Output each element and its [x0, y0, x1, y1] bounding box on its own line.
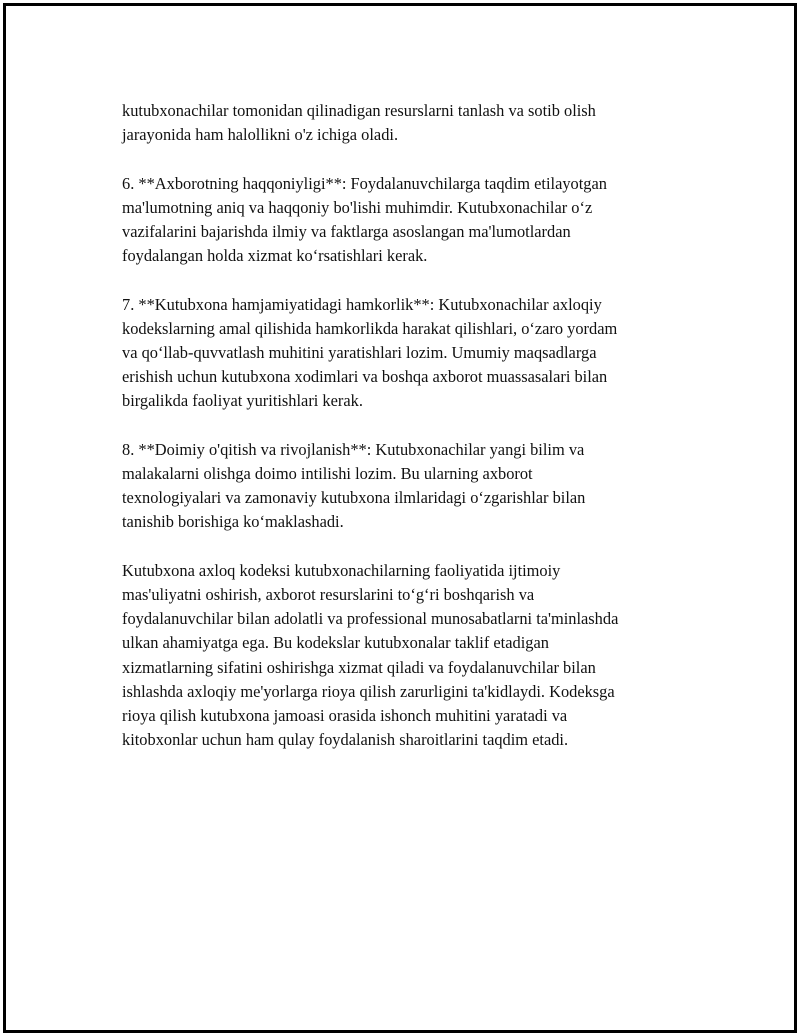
text-line: 6. **Axborotning haqqoniyligi**: Foydalanuvchilarga taqdim etilayotgan [122, 173, 607, 193]
document-page [3, 3, 797, 1033]
text-line: vazifalarini bajarishda ilmiy va faktlarga asoslangan ma'lumotlardan [122, 222, 571, 241]
paragraph-item-8 [122, 438, 702, 535]
text-line: texnologiyalari va zamonaviy kutubxona ilmlaridagi o‘zgarishlar bilan [122, 488, 586, 508]
paragraph-conclusion [122, 559, 702, 753]
text-line: kodekslarning amal qilishida hamkorlikda harakat qilishlari, o‘zaro yordam [122, 318, 618, 338]
text-line: erishish uchun kutubxona xodimlari va boshqa axborot muassasalari bilan [122, 367, 608, 387]
text-line: Kutubxona axloq kodeksi kutubxonachilarning faoliyatida ijtimoiy [122, 560, 561, 580]
text-line: foydalanuvchilar bilan adolatli va professional munosabatlarni ta'minlashda [122, 609, 619, 629]
text-line: rioya qilish kutubxona jamoasi orasida ishonch muhitini yaratadi va [122, 706, 568, 726]
text-line: ulkan ahamiyatga ega. Bu kodekslar kutubxonalar taklif etadigan [122, 633, 549, 653]
text-line: foydalangan holda xizmat ko‘rsatishlari kerak. [122, 246, 428, 266]
text-line: xizmatlarning sifatini oshirishga xizmat qiladi va foydalanuvchilar bilan [122, 657, 596, 677]
text-line: mas'uliyatni oshirish, axborot resurslarini to‘g‘ri boshqarish va [122, 585, 535, 604]
text-line: ishlashda axloqiy me'yorlarga rioya qilish zarurligini ta'kidlaydi. Kodeksga [122, 681, 615, 701]
text-line: 7. **Kutubxona hamjamiyatidagi hamkorlik**: Kutubxonachilar axloqiy [122, 294, 602, 314]
text-line: 8. **Doimiy o'qitish va rivojlanish**: Kutubxonachilar yangi bilim va [122, 439, 585, 459]
text-line: ma'lumotning aniq va haqqoniy bo'lishi muhimdir. Kutubxonachilar o‘z [122, 197, 593, 217]
paragraph-continuation [122, 99, 702, 147]
text-line: kitobxonlar uchun ham qulay foydalanish sharoitlarini taqdim etadi. [122, 730, 569, 750]
text-line: malakalarni olishga doimo intilishi lozim. Bu ularning axborot [122, 464, 533, 483]
text-line: jarayonida ham halollikni o'z ichiga oladi. [122, 125, 399, 145]
paragraph-item-7 [122, 293, 702, 414]
text-line: birgalikda faoliyat yuritishlari kerak. [122, 391, 363, 411]
text-line: va qo‘llab-quvvatlash muhitini yaratishlari lozim. Umumiy maqsadlarga [122, 343, 597, 362]
text-line: tanishib borishiga ko‘maklashadi. [122, 512, 344, 532]
paragraph-item-6 [122, 172, 702, 269]
document-body [122, 99, 702, 777]
text-line: kutubxonachilar tomonidan qilinadigan resurslarni tanlash va sotib olish [122, 101, 596, 120]
